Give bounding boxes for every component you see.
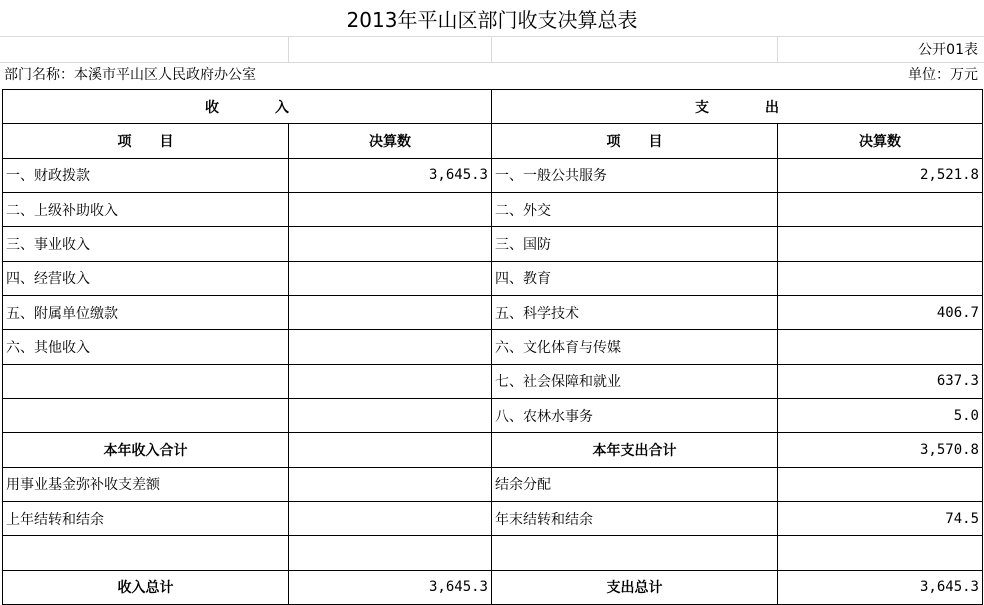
income-subtotal-label: 本年收入合计 bbox=[3, 433, 289, 467]
unit-label: 单位：万元 bbox=[908, 67, 978, 83]
expense-label bbox=[492, 536, 778, 570]
gridline bbox=[0, 36, 984, 37]
expense-label: 一、一般公共服务 bbox=[492, 158, 778, 192]
expense-label: 八、农林水事务 bbox=[492, 398, 778, 432]
income-label: 四、经营收入 bbox=[3, 261, 289, 295]
expense-value: 406.7 bbox=[778, 295, 983, 329]
expense-value: 2,521.8 bbox=[778, 158, 983, 192]
subtotal-row bbox=[3, 433, 983, 467]
income-label: 一、财政拨款 bbox=[3, 158, 289, 192]
income-label: 六、其他收入 bbox=[3, 330, 289, 364]
table-row bbox=[3, 501, 983, 535]
expense-label: 六、文化体育与传媒 bbox=[492, 330, 778, 364]
gridline bbox=[288, 36, 289, 62]
expense-label: 四、教育 bbox=[492, 261, 778, 295]
income-value bbox=[289, 467, 492, 501]
income-label: 二、上级补助收入 bbox=[3, 192, 289, 226]
table-row bbox=[3, 227, 983, 261]
income-label: 用事业基金弥补收支差额 bbox=[3, 467, 289, 501]
budget-table bbox=[2, 89, 983, 605]
expense-value bbox=[778, 192, 983, 226]
income-value bbox=[289, 398, 492, 432]
expense-item-header: 项 目 bbox=[492, 124, 778, 158]
department-name: 部门名称：本溪市平山区人民政府办公室 bbox=[4, 67, 256, 83]
table-row bbox=[3, 467, 983, 501]
expense-value bbox=[778, 330, 983, 364]
expense-label: 五、科学技术 bbox=[492, 295, 778, 329]
income-amount-header: 决算数 bbox=[289, 124, 492, 158]
table-row bbox=[3, 295, 983, 329]
expense-value bbox=[778, 467, 983, 501]
income-value bbox=[289, 330, 492, 364]
income-label bbox=[3, 398, 289, 432]
gridline bbox=[491, 36, 492, 62]
expense-value bbox=[778, 261, 983, 295]
expense-label: 三、国防 bbox=[492, 227, 778, 261]
table-row bbox=[3, 364, 983, 398]
income-value bbox=[289, 501, 492, 535]
expense-label: 二、外交 bbox=[492, 192, 778, 226]
table-row bbox=[3, 330, 983, 364]
report-title: 2013年平山区部门收支决算总表 bbox=[346, 8, 638, 32]
income-total-value: 3,645.3 bbox=[289, 570, 492, 604]
expense-total-value: 3,645.3 bbox=[778, 570, 983, 604]
table-row bbox=[3, 536, 983, 570]
income-label: 三、事业收入 bbox=[3, 227, 289, 261]
income-label bbox=[3, 536, 289, 570]
expense-label: 结余分配 bbox=[492, 467, 778, 501]
income-value bbox=[289, 261, 492, 295]
expense-value: 5.0 bbox=[778, 398, 983, 432]
income-item-header: 项 目 bbox=[3, 124, 289, 158]
table-row bbox=[3, 261, 983, 295]
expense-amount-header: 决算数 bbox=[778, 124, 983, 158]
income-label: 上年结转和结余 bbox=[3, 501, 289, 535]
income-value bbox=[289, 536, 492, 570]
expense-label: 年末结转和结余 bbox=[492, 501, 778, 535]
expense-value bbox=[778, 227, 983, 261]
income-value bbox=[289, 192, 492, 226]
gridline bbox=[777, 36, 778, 62]
expense-value bbox=[778, 536, 983, 570]
income-value bbox=[289, 364, 492, 398]
income-value bbox=[289, 295, 492, 329]
income-subtotal-value bbox=[289, 433, 492, 467]
table-row bbox=[3, 158, 983, 192]
income-header: 收 入 bbox=[3, 90, 492, 124]
income-total-label: 收入总计 bbox=[3, 570, 289, 604]
expense-value: 74.5 bbox=[778, 501, 983, 535]
expense-subtotal-label: 本年支出合计 bbox=[492, 433, 778, 467]
expense-value: 637.3 bbox=[778, 364, 983, 398]
gridline bbox=[0, 62, 984, 63]
income-label: 五、附属单位缴款 bbox=[3, 295, 289, 329]
income-label bbox=[3, 364, 289, 398]
income-value: 3,645.3 bbox=[289, 158, 492, 192]
table-row bbox=[3, 192, 983, 226]
expense-subtotal-value: 3,570.8 bbox=[778, 433, 983, 467]
total-row bbox=[3, 570, 983, 604]
income-value bbox=[289, 227, 492, 261]
table-row bbox=[3, 398, 983, 432]
expense-label: 七、社会保障和就业 bbox=[492, 364, 778, 398]
form-number: 公开01表 bbox=[918, 42, 978, 58]
expense-total-label: 支出总计 bbox=[492, 570, 778, 604]
expense-header: 支 出 bbox=[492, 90, 983, 124]
